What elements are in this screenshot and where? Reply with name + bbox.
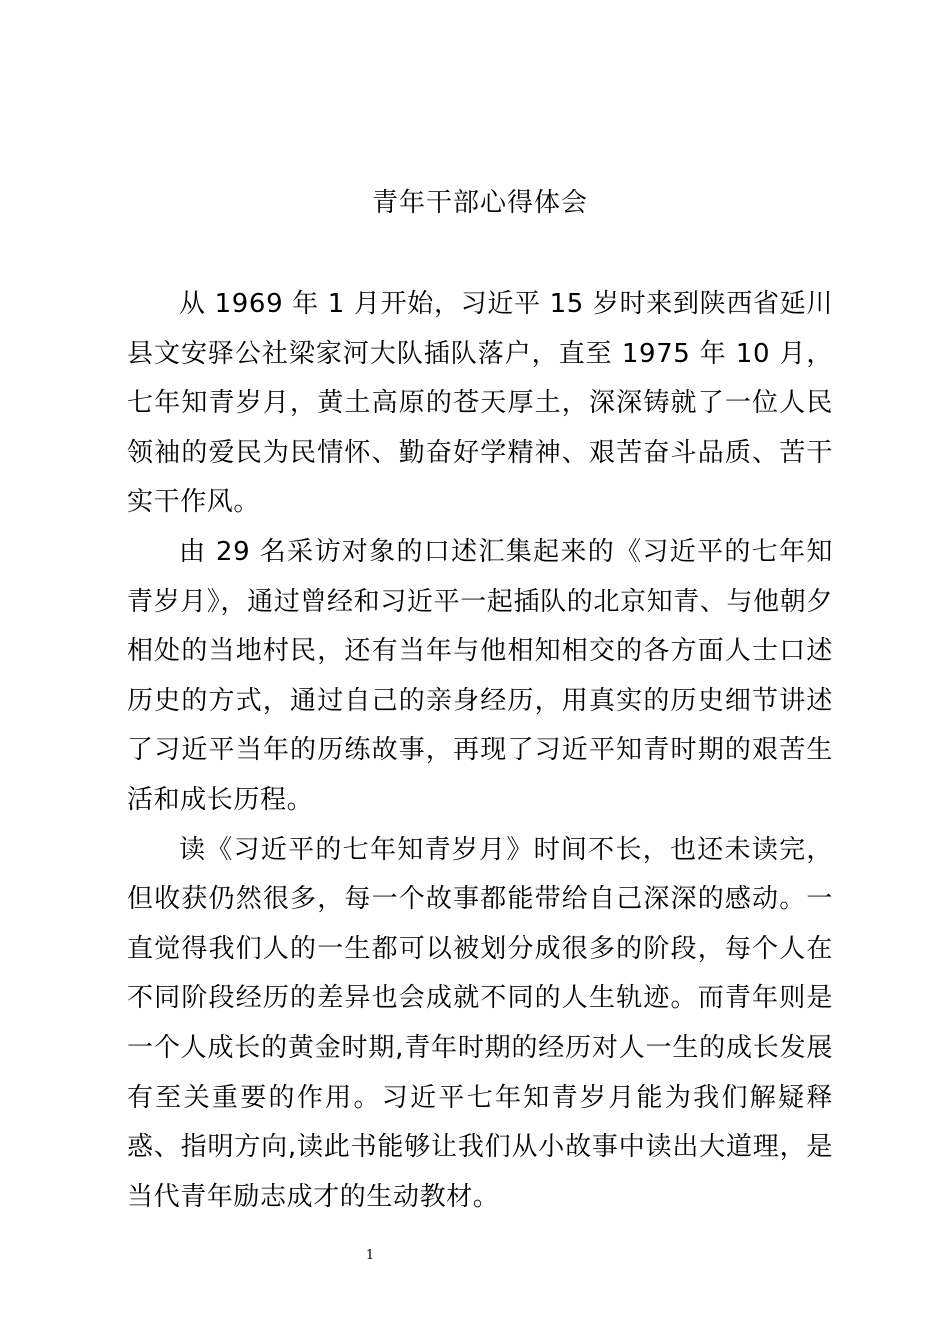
document-body [127,280,833,1222]
document-title: 青年干部心得体会 [371,188,588,218]
page-number: 1 [365,1248,375,1263]
paragraph-2: 由 29 名采访对象的口述汇集起来的《习近平的七年知青岁月》，通过曾经和习近平一起插队的北京知青、与他朝夕相处的当地村民，还有当年与他相知相交的各方面人士口述历史的方式，通过自己的亲身经历，用真实的历史细节讲述了习近平当年的历练故事，再现了习近平知青时期的艰苦生活和成长历程。 [127,536,833,815]
paragraph-1: 从 1969 年 1 月开始，习近平 15 岁时来到陕西省延川县文安驿公社梁家河大队插队落户，直至 1975 年 10 月，七年知青岁月，黄土高原的苍天厚土，深深铸就了一位人民领袖的爱民为民情怀、勤奋好学精神、艰苦奋斗品质、苦干实干作风。 [127,289,833,518]
paragraph-3: 读《习近平的七年知青岁月》时间不长，也还未读完，但收获仍然很多，每一个故事都能带给自己深深的感动。一直觉得我们人的一生都可以被划分成很多的阶段，每个人在不同阶段经历的差异也会成就不同的人生轨迹。而青年则是一个人成长的黄金时期,青年时期的经历对人一生的成长发展有至关重要的作用。习近平七年知青岁月能为我们解疑释惑、指明方向,读此书能够让我们从小故事中读出大道理，是当代青年励志成才的生动教材。 [127,834,833,1212]
